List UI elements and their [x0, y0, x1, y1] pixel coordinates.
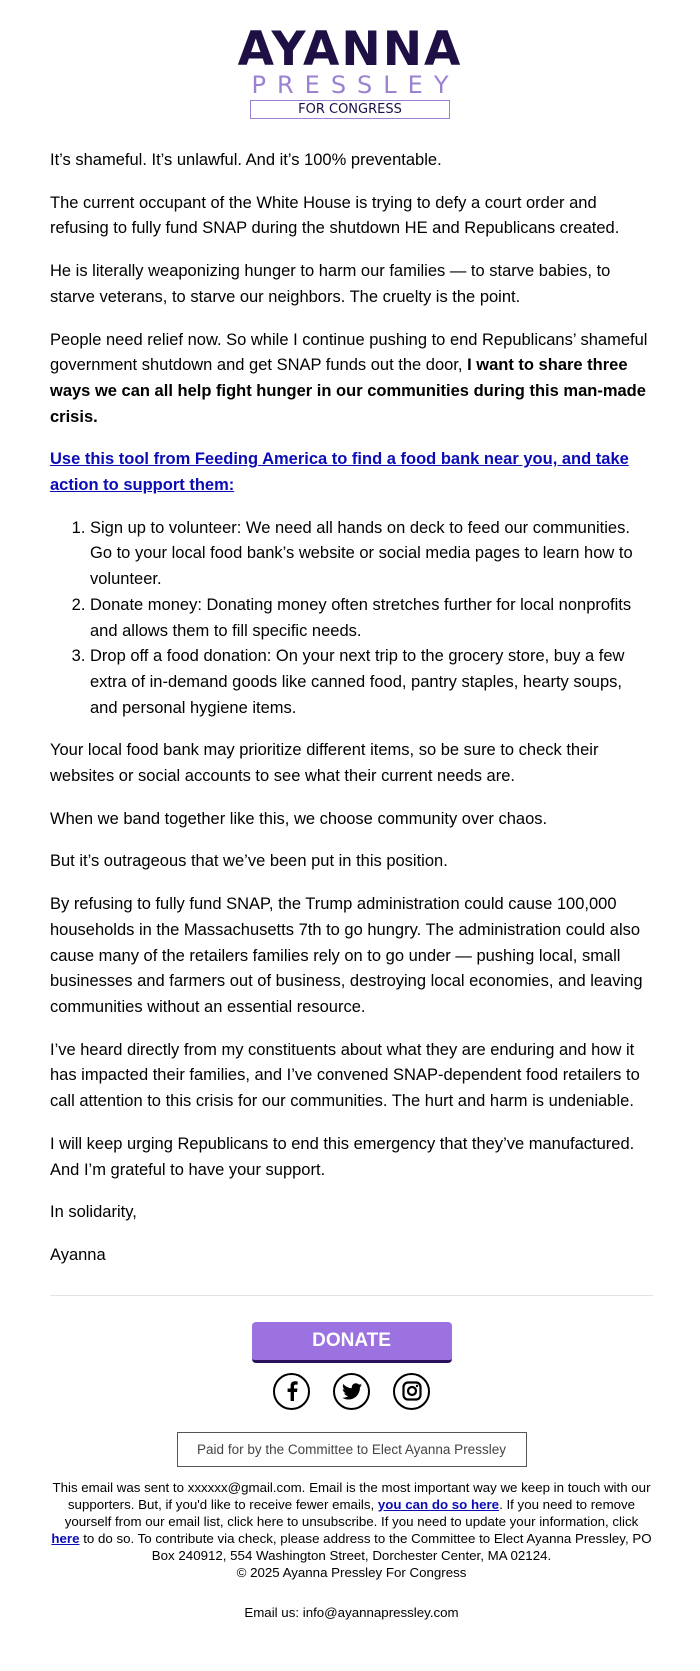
paragraph: It’s shameful. It’s unlawful. And it’s 100% preventable.: [50, 151, 442, 169]
divider: [50, 1295, 653, 1296]
paid-for-disclaimer: Paid for by the Committee to Elect Ayanna Pressley: [177, 1432, 527, 1467]
email-body: [50, 148, 653, 1269]
social-links: [50, 1373, 653, 1410]
paragraph: By refusing to fully fund SNAP, the Trump administration could cause 100,000 households in the Massachusetts 7th to go hungry. The administration could also cause many of the retailers families rely on to go under — pushing local, small businesses and farmers out of business, destroying local economies, and leaving communities without an essential resource.: [50, 895, 643, 1016]
closing: In solidarity,: [50, 1203, 137, 1222]
paragraph: I’ve heard directly from my constituents about what they are enduring and how it has impacted their families, and I’ve convened SNAP-dependent food retailers to call attention to this crisis for our communities. The hurt and harm is undeniable.: [50, 1040, 640, 1111]
logo-last-name: PRESSLEY: [251, 71, 460, 99]
list-item: 3. Drop off a food donation: On your next trip to the grocery store, buy a few extra of in-demand goods like canned food, pantry staples, hearty soups, and personal hygiene items.: [90, 644, 653, 721]
list-item: 1. Sign up to volunteer: We need all hands on deck to feed our communities. Go to your local food bank’s website or social media pages to learn how to volunteer.: [90, 516, 653, 593]
facebook-icon[interactable]: [273, 1373, 310, 1410]
action-list: [50, 516, 653, 722]
paragraph: [50, 447, 653, 498]
paragraph: But it’s outrageous that we’ve been put in this position.: [50, 852, 448, 871]
paragraph-text: People need relief now. So while I continue pushing to end Republicans’ shameful government shutdown and get SNAP funds out the door,: [50, 330, 648, 375]
feeding-america-link[interactable]: Use this tool from Feeding America to find a food bank near you, and take action to support them:: [50, 450, 629, 495]
signature: Ayanna: [50, 1245, 106, 1264]
paragraph-bold-text: I want to share three ways we can all help fight hunger in our communities during this man-made crisis.: [50, 356, 646, 426]
copyright: © 2025 Ayanna Pressley For Congress: [236, 1564, 467, 1580]
fine-print-text: This email was sent to xxxxxx@gmail.com. Email is the most important way we keep in touch with our supporters. But, if you'd like to receive fewer emails,: [52, 1479, 651, 1512]
twitter-icon[interactable]: [333, 1373, 370, 1410]
footer-fine-print: [50, 1479, 653, 1581]
instagram-icon[interactable]: [393, 1373, 430, 1410]
paragraph: I will keep urging Republicans to end this emergency that they’ve manufactured. And I’m grateful to have your support.: [50, 1134, 635, 1179]
campaign-logo: [0, 0, 700, 124]
update-info-link[interactable]: here: [51, 1530, 80, 1546]
paragraph: When we band together like this, we choose community over chaos.: [50, 809, 548, 828]
paragraph: [50, 328, 653, 431]
contact-email: Email us: info@ayannapressley.com: [244, 1604, 459, 1620]
paragraph: Your local food bank may prioritize different items, so be sure to check their websites or social accounts to see what their current needs are.: [50, 741, 599, 786]
logo-tagline: FOR CONGRESS: [250, 100, 450, 119]
paragraph: The current occupant of the White House is trying to defy a court order and refusing to fully fund SNAP during the shutdown HE and Republicans created.: [50, 193, 620, 238]
fine-print-text: . If you need to remove yourself from our email list, click here to unsubscribe. If you need to update your information, click: [64, 1496, 639, 1529]
list-item: 2. Donate money: Donating money often stretches further for local nonprofits and allows them to fill specific needs.: [90, 593, 653, 644]
fine-print-text: to do so. To contribute via check, please address to the Committee to Elect Ayanna Pressley, PO Box 240912, 554 Washington Street, Dorchester Center, MA 02124.: [79, 1530, 652, 1563]
logo-first-name: AYANNA: [237, 22, 463, 77]
fewer-emails-link[interactable]: you can do so here: [377, 1496, 500, 1512]
paragraph: He is literally weaponizing hunger to harm our families — to starve babies, to starve veterans, to starve our neighbors. The cruelty is the point.: [50, 262, 611, 306]
donate-button[interactable]: DONATE: [252, 1322, 452, 1363]
